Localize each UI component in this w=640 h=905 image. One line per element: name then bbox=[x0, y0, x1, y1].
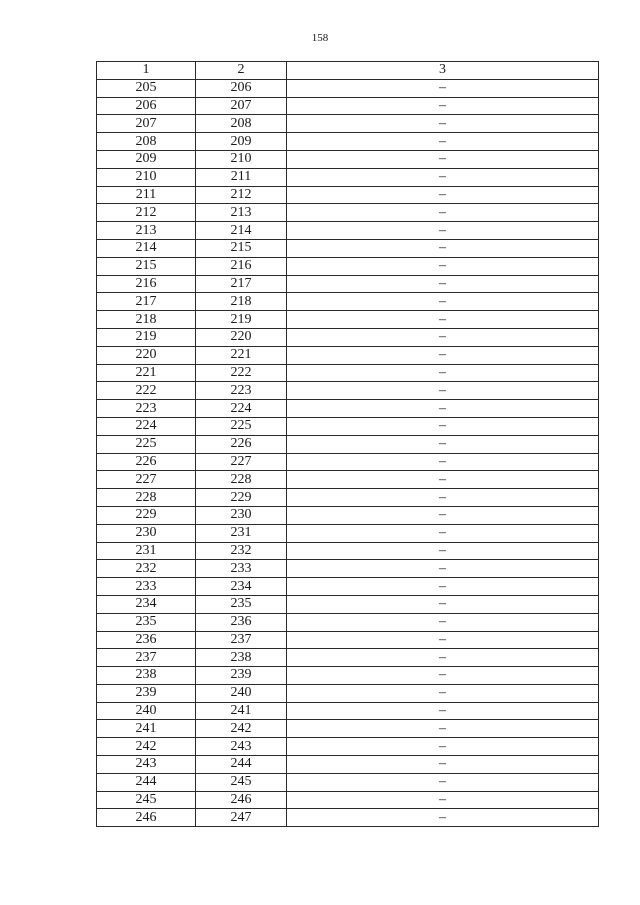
table-row bbox=[97, 97, 599, 115]
table-row bbox=[97, 239, 599, 257]
table-cell-col3: – bbox=[287, 667, 599, 685]
table-cell-col2: 214 bbox=[196, 222, 287, 240]
table-row bbox=[97, 684, 599, 702]
table-cell-col3: – bbox=[287, 613, 599, 631]
table-cell-col2: 247 bbox=[196, 809, 287, 827]
table-row bbox=[97, 560, 599, 578]
table-cell-col1: 224 bbox=[97, 417, 196, 435]
table-cell-col1: 232 bbox=[97, 560, 196, 578]
table-row bbox=[97, 133, 599, 151]
table-row bbox=[97, 631, 599, 649]
table-cell-col3: – bbox=[287, 560, 599, 578]
table-cell-col1: 243 bbox=[97, 756, 196, 774]
table-cell-col1: 223 bbox=[97, 400, 196, 418]
table-cell-col2: 228 bbox=[196, 471, 287, 489]
table-cell-col3: – bbox=[287, 400, 599, 418]
table-cell-col1: 206 bbox=[97, 97, 196, 115]
table-cell-col3: – bbox=[287, 631, 599, 649]
table-cell-col1: 241 bbox=[97, 720, 196, 738]
table-cell-col1: 205 bbox=[97, 79, 196, 97]
data-table bbox=[96, 61, 599, 827]
table-header bbox=[97, 62, 599, 80]
table-cell-col2: 208 bbox=[196, 115, 287, 133]
table-cell-col2: 242 bbox=[196, 720, 287, 738]
table-cell-col2: 238 bbox=[196, 649, 287, 667]
table-cell-col3: – bbox=[287, 346, 599, 364]
table-cell-col3: – bbox=[287, 417, 599, 435]
table-cell-col2: 246 bbox=[196, 791, 287, 809]
table-cell-col2: 206 bbox=[196, 79, 287, 97]
table-row bbox=[97, 168, 599, 186]
table-cell-col3: – bbox=[287, 506, 599, 524]
table-row bbox=[97, 435, 599, 453]
table-row bbox=[97, 542, 599, 560]
table-cell-col2: 219 bbox=[196, 311, 287, 329]
table-row bbox=[97, 578, 599, 596]
table-cell-col3: – bbox=[287, 435, 599, 453]
table-cell-col2: 207 bbox=[196, 97, 287, 115]
table-row bbox=[97, 524, 599, 542]
table-row bbox=[97, 328, 599, 346]
table-cell-col1: 207 bbox=[97, 115, 196, 133]
table-row bbox=[97, 293, 599, 311]
table-cell-col1: 231 bbox=[97, 542, 196, 560]
table-row bbox=[97, 489, 599, 507]
table-cell-col1: 237 bbox=[97, 649, 196, 667]
table-cell-col2: 241 bbox=[196, 702, 287, 720]
table-cell-col1: 211 bbox=[97, 186, 196, 204]
table-cell-col1: 229 bbox=[97, 506, 196, 524]
table-cell-col1: 212 bbox=[97, 204, 196, 222]
table-cell-col1: 236 bbox=[97, 631, 196, 649]
table-row bbox=[97, 809, 599, 827]
table-cell-col3: – bbox=[287, 133, 599, 151]
table-cell-col1: 215 bbox=[97, 257, 196, 275]
table-cell-col3: – bbox=[287, 222, 599, 240]
table-cell-col3: – bbox=[287, 595, 599, 613]
table-cell-col2: 221 bbox=[196, 346, 287, 364]
table-cell-col1: 225 bbox=[97, 435, 196, 453]
table-row bbox=[97, 115, 599, 133]
table-row bbox=[97, 150, 599, 168]
table-cell-col3: – bbox=[287, 773, 599, 791]
table-cell-col2: 211 bbox=[196, 168, 287, 186]
table-cell-col1: 227 bbox=[97, 471, 196, 489]
table-cell-col1: 221 bbox=[97, 364, 196, 382]
table-cell-col1: 244 bbox=[97, 773, 196, 791]
table-cell-col3: – bbox=[287, 79, 599, 97]
table-cell-col2: 216 bbox=[196, 257, 287, 275]
table-cell-col3: – bbox=[287, 168, 599, 186]
table-cell-col1: 228 bbox=[97, 489, 196, 507]
table-cell-col2: 231 bbox=[196, 524, 287, 542]
table-cell-col2: 237 bbox=[196, 631, 287, 649]
table-row bbox=[97, 453, 599, 471]
table-cell-col3: – bbox=[287, 489, 599, 507]
table-cell-col3: – bbox=[287, 257, 599, 275]
table-cell-col2: 229 bbox=[196, 489, 287, 507]
table-cell-col3: – bbox=[287, 649, 599, 667]
table-cell-col1: 239 bbox=[97, 684, 196, 702]
table-cell-col3: – bbox=[287, 738, 599, 756]
table-cell-col3: – bbox=[287, 702, 599, 720]
table-row bbox=[97, 311, 599, 329]
table-cell-col1: 222 bbox=[97, 382, 196, 400]
column-header-2: 2 bbox=[196, 62, 287, 80]
table-body bbox=[97, 79, 599, 826]
table-row bbox=[97, 417, 599, 435]
table-cell-col3: – bbox=[287, 382, 599, 400]
table-cell-col1: 208 bbox=[97, 133, 196, 151]
table-row bbox=[97, 506, 599, 524]
table-row bbox=[97, 275, 599, 293]
table-cell-col1: 210 bbox=[97, 168, 196, 186]
header-row bbox=[97, 62, 599, 80]
table-cell-col1: 220 bbox=[97, 346, 196, 364]
table-cell-col1: 213 bbox=[97, 222, 196, 240]
table-cell-col2: 213 bbox=[196, 204, 287, 222]
table-row bbox=[97, 471, 599, 489]
table-row bbox=[97, 382, 599, 400]
table-cell-col2: 210 bbox=[196, 150, 287, 168]
table-cell-col3: – bbox=[287, 809, 599, 827]
table-cell-col3: – bbox=[287, 293, 599, 311]
table-cell-col3: – bbox=[287, 311, 599, 329]
table-cell-col3: – bbox=[287, 150, 599, 168]
table-cell-col2: 235 bbox=[196, 595, 287, 613]
table-cell-col2: 223 bbox=[196, 382, 287, 400]
table-row bbox=[97, 79, 599, 97]
table-cell-col1: 240 bbox=[97, 702, 196, 720]
table-cell-col2: 222 bbox=[196, 364, 287, 382]
table-cell-col2: 234 bbox=[196, 578, 287, 596]
table-cell-col2: 218 bbox=[196, 293, 287, 311]
table-cell-col3: – bbox=[287, 239, 599, 257]
table-cell-col1: 235 bbox=[97, 613, 196, 631]
table-cell-col2: 227 bbox=[196, 453, 287, 471]
table-cell-col2: 220 bbox=[196, 328, 287, 346]
column-header-1: 1 bbox=[97, 62, 196, 80]
table-cell-col3: – bbox=[287, 578, 599, 596]
table-row bbox=[97, 738, 599, 756]
table-row bbox=[97, 756, 599, 774]
table-cell-col2: 225 bbox=[196, 417, 287, 435]
table-cell-col2: 226 bbox=[196, 435, 287, 453]
table-cell-col1: 216 bbox=[97, 275, 196, 293]
table-cell-col3: – bbox=[287, 204, 599, 222]
column-header-3: 3 bbox=[287, 62, 599, 80]
table-row bbox=[97, 364, 599, 382]
table-cell-col2: 244 bbox=[196, 756, 287, 774]
table-cell-col3: – bbox=[287, 791, 599, 809]
table-cell-col1: 245 bbox=[97, 791, 196, 809]
table-cell-col2: 224 bbox=[196, 400, 287, 418]
table-row bbox=[97, 720, 599, 738]
table-cell-col2: 215 bbox=[196, 239, 287, 257]
table-cell-col2: 240 bbox=[196, 684, 287, 702]
table-row bbox=[97, 613, 599, 631]
table-cell-col2: 236 bbox=[196, 613, 287, 631]
table-row bbox=[97, 649, 599, 667]
table-cell-col2: 230 bbox=[196, 506, 287, 524]
table-cell-col3: – bbox=[287, 471, 599, 489]
table-cell-col1: 226 bbox=[97, 453, 196, 471]
table-cell-col1: 238 bbox=[97, 667, 196, 685]
table-cell-col1: 219 bbox=[97, 328, 196, 346]
table-row bbox=[97, 667, 599, 685]
table-cell-col1: 246 bbox=[97, 809, 196, 827]
table-cell-col2: 209 bbox=[196, 133, 287, 151]
table-cell-col3: – bbox=[287, 97, 599, 115]
table-cell-col2: 232 bbox=[196, 542, 287, 560]
table-cell-col3: – bbox=[287, 186, 599, 204]
page-number: 158 bbox=[311, 32, 329, 44]
table-cell-col3: – bbox=[287, 720, 599, 738]
table-cell-col2: 217 bbox=[196, 275, 287, 293]
table-cell-col1: 242 bbox=[97, 738, 196, 756]
table-cell-col3: – bbox=[287, 328, 599, 346]
table-row bbox=[97, 791, 599, 809]
table-cell-col2: 212 bbox=[196, 186, 287, 204]
table-cell-col2: 243 bbox=[196, 738, 287, 756]
table-row bbox=[97, 257, 599, 275]
table-cell-col1: 230 bbox=[97, 524, 196, 542]
table-cell-col3: – bbox=[287, 684, 599, 702]
table-cell-col3: – bbox=[287, 115, 599, 133]
table-row bbox=[97, 186, 599, 204]
table-cell-col3: – bbox=[287, 275, 599, 293]
table-cell-col2: 239 bbox=[196, 667, 287, 685]
table-cell-col1: 209 bbox=[97, 150, 196, 168]
table-cell-col1: 233 bbox=[97, 578, 196, 596]
table-cell-col3: – bbox=[287, 364, 599, 382]
table-cell-col1: 217 bbox=[97, 293, 196, 311]
table-row bbox=[97, 773, 599, 791]
table-cell-col3: – bbox=[287, 756, 599, 774]
table-cell-col2: 245 bbox=[196, 773, 287, 791]
table-cell-col1: 218 bbox=[97, 311, 196, 329]
table-cell-col3: – bbox=[287, 524, 599, 542]
table-row bbox=[97, 702, 599, 720]
table-row bbox=[97, 595, 599, 613]
table-cell-col2: 233 bbox=[196, 560, 287, 578]
table-row bbox=[97, 204, 599, 222]
table-cell-col3: – bbox=[287, 542, 599, 560]
table-row bbox=[97, 346, 599, 364]
table-cell-col3: – bbox=[287, 453, 599, 471]
table-cell-col1: 234 bbox=[97, 595, 196, 613]
table-cell-col1: 214 bbox=[97, 239, 196, 257]
table-row bbox=[97, 222, 599, 240]
table-row bbox=[97, 400, 599, 418]
